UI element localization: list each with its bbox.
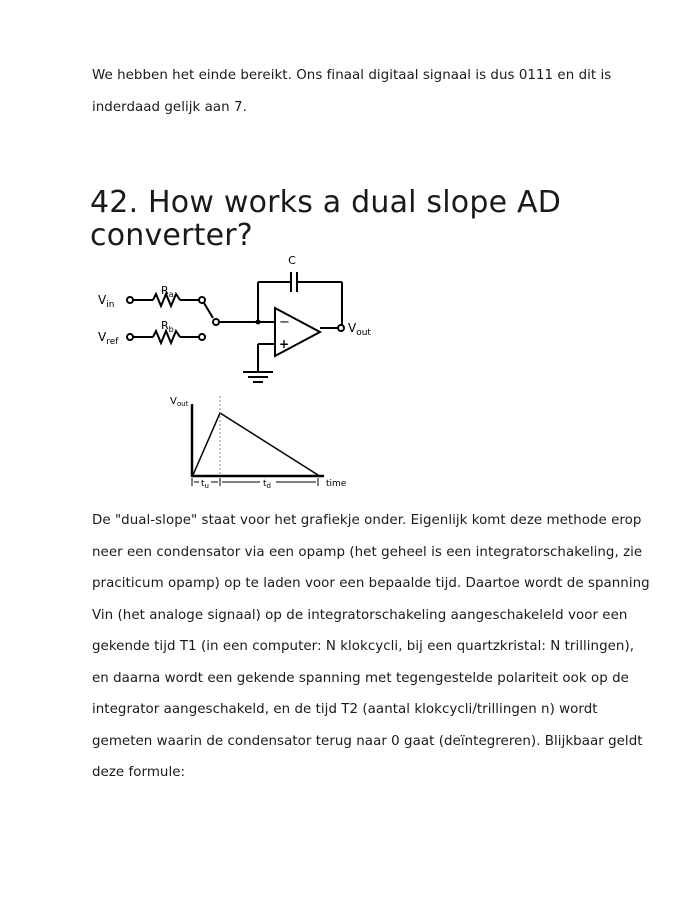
vout-label: $V_{out}$ (348, 321, 371, 338)
td-label: $t_d$ (263, 479, 271, 490)
body-paragraph: De "dual-slope" staat voor het grafiekje onder. Eigenlijk komt deze methode erop neer een condensator via een opamp (het geheel is een integratorschakeling, zie praciticum opamp) op te laden voor een bepaalde tijd. Daartoe wordt de spanning Vin (het analoge signaal) op de integratorschakeling aangeschakeleld voor een gekende tijd T1 (in een computer: N klokcycli, bij een quartzkristal: N trillingen), en daarna wordt een gekende spanning met tegengestelde polariteit ook op de integrator aangeschakeld, en de tijd T2 (aantal klokcycli/trillingen n) wordt gemeten waarin de condensator terug naar 0 gaat (deïntegreren). Blijkbaar geldt deze formule: (92, 513, 650, 780)
vin-label: $V_{in}$ (98, 293, 115, 310)
resistor-b-label: $R_b$ (161, 319, 174, 334)
section-heading: 42. How works a dual slope AD converter? (90, 185, 562, 253)
integrator-circuit-diagram (95, 250, 415, 390)
capacitor-label: C (288, 254, 296, 267)
vref-label: $V_{ref}$ (98, 330, 119, 347)
tu-label: $t_u$ (201, 479, 209, 490)
opamp-plus-label: + (279, 337, 290, 351)
opamp-minus-label: − (279, 315, 290, 330)
graph-x-axis-label: time (326, 479, 347, 489)
dual-slope-waveform-graph (168, 392, 368, 492)
graph-y-axis-label: $V_{out}$ (170, 396, 189, 408)
resistor-a-label: $R_a$ (161, 284, 174, 299)
intro-paragraph: We hebben het einde bereikt. Ons finaal digitaal signaal is dus 0111 en dit is inderdaad gelijk aan 7. (92, 68, 612, 115)
